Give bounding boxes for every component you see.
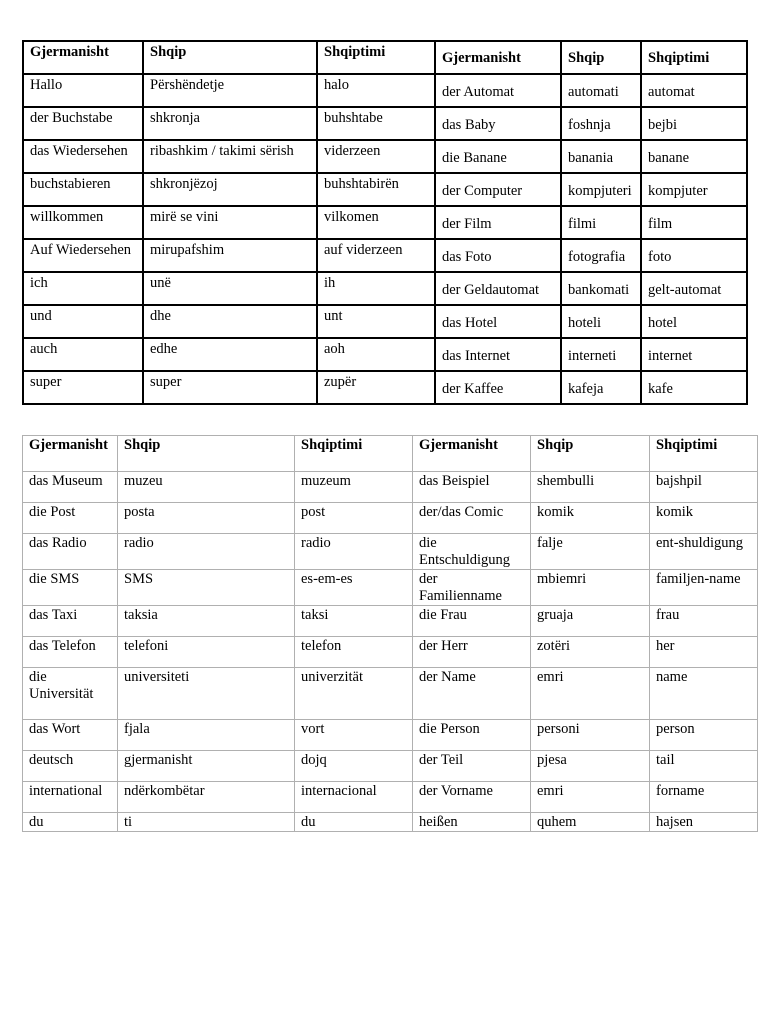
table-cell: die Post	[23, 503, 118, 534]
vocabulary-table-2	[22, 435, 758, 832]
table-cell: mbiemri	[531, 570, 650, 606]
table-cell: mirë se vini	[143, 206, 317, 239]
column-header: Shqiptimi	[295, 436, 413, 472]
table-cell: komik	[531, 503, 650, 534]
table-cell: der Geldautomat	[435, 272, 561, 305]
table-row	[23, 173, 747, 206]
table-row	[23, 570, 758, 606]
table-cell: der Automat	[435, 74, 561, 107]
table-cell: filmi	[561, 206, 641, 239]
table-row	[23, 813, 758, 832]
table-header-row	[23, 41, 747, 74]
table-cell: foto	[641, 239, 747, 272]
table-cell: zotëri	[531, 637, 650, 668]
table-row	[23, 720, 758, 751]
table-cell: her	[650, 637, 758, 668]
table-cell: Përshëndetje	[143, 74, 317, 107]
table-cell: automat	[641, 74, 747, 107]
table-row	[23, 206, 747, 239]
table-cell: das Hotel	[435, 305, 561, 338]
table-cell: internet	[641, 338, 747, 371]
table-cell: quhem	[531, 813, 650, 832]
table-cell: das Museum	[23, 472, 118, 503]
table-cell: mirupafshim	[143, 239, 317, 272]
table-cell: ich	[23, 272, 143, 305]
table-cell: komik	[650, 503, 758, 534]
table-cell: heißen	[413, 813, 531, 832]
table-cell: vort	[295, 720, 413, 751]
table-cell: forname	[650, 782, 758, 813]
table-cell: posta	[118, 503, 295, 534]
table-cell: die SMS	[23, 570, 118, 606]
table-cell: das Telefon	[23, 637, 118, 668]
table-cell: telefoni	[118, 637, 295, 668]
table-cell: bejbi	[641, 107, 747, 140]
column-header: Shqip	[118, 436, 295, 472]
table-cell: buhshtabirën	[317, 173, 435, 206]
column-header: Shqip	[561, 41, 641, 74]
table-cell: kafeja	[561, 371, 641, 404]
table-cell: ndërkombëtar	[118, 782, 295, 813]
table-cell: die Banane	[435, 140, 561, 173]
table-cell: hoteli	[561, 305, 641, 338]
table-cell: pjesa	[531, 751, 650, 782]
table-row	[23, 338, 747, 371]
table-cell: der Teil	[413, 751, 531, 782]
table-cell: der/das Comic	[413, 503, 531, 534]
table-cell: das Wiedersehen	[23, 140, 143, 173]
table-cell: der Vorname	[413, 782, 531, 813]
table-row	[23, 472, 758, 503]
table-cell: fotografia	[561, 239, 641, 272]
table-cell: Hallo	[23, 74, 143, 107]
table-cell: deutsch	[23, 751, 118, 782]
table-cell: die Person	[413, 720, 531, 751]
table-cell: emri	[531, 668, 650, 720]
table-cell: kompjuteri	[561, 173, 641, 206]
table-cell: telefon	[295, 637, 413, 668]
table-row	[23, 272, 747, 305]
table-cell: bajshpil	[650, 472, 758, 503]
table-cell: kafe	[641, 371, 747, 404]
table-cell: es-em-es	[295, 570, 413, 606]
table-cell: vilkomen	[317, 206, 435, 239]
vocabulary-table-1	[22, 40, 748, 405]
table-cell: radio	[295, 534, 413, 570]
table-cell: das Foto	[435, 239, 561, 272]
table-cell: ti	[118, 813, 295, 832]
table-cell: und	[23, 305, 143, 338]
table-row	[23, 606, 758, 637]
table-cell: auch	[23, 338, 143, 371]
table-cell: hajsen	[650, 813, 758, 832]
table-cell: der Film	[435, 206, 561, 239]
table-cell: banane	[641, 140, 747, 173]
table-cell: shembulli	[531, 472, 650, 503]
table-cell: kompjuter	[641, 173, 747, 206]
table-cell: foshnja	[561, 107, 641, 140]
table-cell: taksi	[295, 606, 413, 637]
table-cell: familjen-name	[650, 570, 758, 606]
table-cell: frau	[650, 606, 758, 637]
table-cell: aoh	[317, 338, 435, 371]
table-cell: muzeu	[118, 472, 295, 503]
table-cell: das Radio	[23, 534, 118, 570]
table-cell: automati	[561, 74, 641, 107]
table-cell: buhshtabe	[317, 107, 435, 140]
table-cell: das Baby	[435, 107, 561, 140]
column-header: Shqiptimi	[317, 41, 435, 74]
table-cell: name	[650, 668, 758, 720]
table-cell: das Wort	[23, 720, 118, 751]
table-cell: ent-shuldigung	[650, 534, 758, 570]
table-cell: personi	[531, 720, 650, 751]
table-cell: radio	[118, 534, 295, 570]
column-header: Gjermanisht	[23, 41, 143, 74]
table-row	[23, 74, 747, 107]
table-cell: der Familienname	[413, 570, 531, 606]
table-cell: die Frau	[413, 606, 531, 637]
table-cell: das Taxi	[23, 606, 118, 637]
table-cell: shkronja	[143, 107, 317, 140]
table-cell: viderzeen	[317, 140, 435, 173]
column-header: Shqiptimi	[641, 41, 747, 74]
table-cell: super	[143, 371, 317, 404]
table-cell: international	[23, 782, 118, 813]
table-cell: gelt-automat	[641, 272, 747, 305]
table-row	[23, 637, 758, 668]
table-cell: auf viderzeen	[317, 239, 435, 272]
table-cell: muzeum	[295, 472, 413, 503]
table-cell: die Universität	[23, 668, 118, 720]
table-cell: willkommen	[23, 206, 143, 239]
table-cell: tail	[650, 751, 758, 782]
table-cell: dhe	[143, 305, 317, 338]
column-header: Gjermanisht	[413, 436, 531, 472]
table-cell: gruaja	[531, 606, 650, 637]
table-cell: buchstabieren	[23, 173, 143, 206]
table-cell: film	[641, 206, 747, 239]
table-cell: ih	[317, 272, 435, 305]
table-row	[23, 239, 747, 272]
table-cell: unt	[317, 305, 435, 338]
table-cell: gjermanisht	[118, 751, 295, 782]
table-row	[23, 107, 747, 140]
table-row	[23, 503, 758, 534]
table-cell: emri	[531, 782, 650, 813]
table-cell: falje	[531, 534, 650, 570]
table-cell: edhe	[143, 338, 317, 371]
column-header: Gjermanisht	[435, 41, 561, 74]
table-cell: interneti	[561, 338, 641, 371]
table-cell: ribashkim / takimi sërish	[143, 140, 317, 173]
table-cell: hotel	[641, 305, 747, 338]
table-cell: das Beispiel	[413, 472, 531, 503]
table-row	[23, 782, 758, 813]
table-cell: taksia	[118, 606, 295, 637]
table-cell: das Internet	[435, 338, 561, 371]
table-cell: super	[23, 371, 143, 404]
table-cell: univerzität	[295, 668, 413, 720]
table-header-row	[23, 436, 758, 472]
column-header: Shqip	[531, 436, 650, 472]
table-row	[23, 140, 747, 173]
table-cell: person	[650, 720, 758, 751]
table-cell: post	[295, 503, 413, 534]
table-cell: universiteti	[118, 668, 295, 720]
table-cell: unë	[143, 272, 317, 305]
table-cell: der Computer	[435, 173, 561, 206]
table-cell: halo	[317, 74, 435, 107]
table-cell: banania	[561, 140, 641, 173]
table-cell: SMS	[118, 570, 295, 606]
table-cell: der Buchstabe	[23, 107, 143, 140]
table-row	[23, 668, 758, 720]
column-header: Shqiptimi	[650, 436, 758, 472]
table-cell: der Name	[413, 668, 531, 720]
table-cell: fjala	[118, 720, 295, 751]
table-cell: internacional	[295, 782, 413, 813]
table-cell: der Kaffee	[435, 371, 561, 404]
table-cell: der Herr	[413, 637, 531, 668]
table-cell: Auf Wiedersehen	[23, 239, 143, 272]
table-row	[23, 534, 758, 570]
column-header: Shqip	[143, 41, 317, 74]
column-header: Gjermanisht	[23, 436, 118, 472]
table-row	[23, 305, 747, 338]
table-cell: die Entschuldigung	[413, 534, 531, 570]
table-cell: du	[295, 813, 413, 832]
table-cell: du	[23, 813, 118, 832]
table-cell: dojq	[295, 751, 413, 782]
table-row	[23, 371, 747, 404]
table-cell: shkronjëzoj	[143, 173, 317, 206]
table-cell: zupër	[317, 371, 435, 404]
table-row	[23, 751, 758, 782]
table-cell: bankomati	[561, 272, 641, 305]
